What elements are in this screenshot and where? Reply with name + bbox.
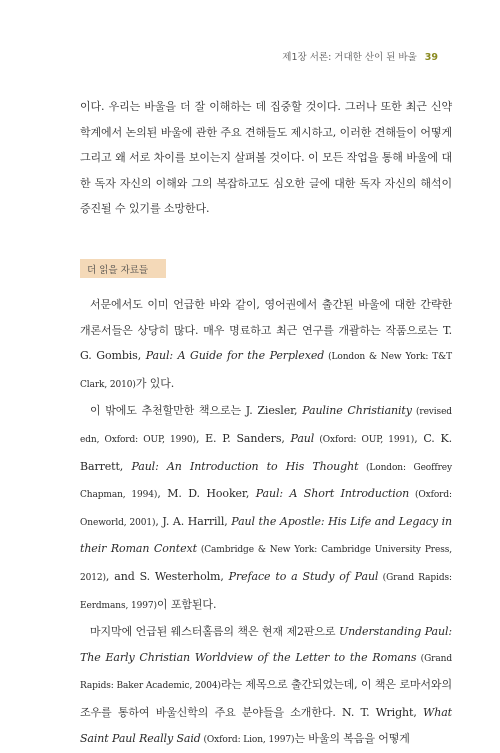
text-run: 라는 제목으로 출간되었는데, 이 책은 로마서와의 조우를 통하여 바울신학의 주요 분야들을 소개한다. N. T. Wright,: [80, 678, 452, 719]
text-run: , C. K. Barrett,: [80, 431, 452, 473]
publication-info: (Oxford: OUP, 1991): [314, 434, 415, 445]
book-title: Paul the Apostle: His Life and Legacy in their Roman Context: [80, 514, 452, 556]
reading-paragraph-2: [80, 398, 452, 619]
publication-info: (Grand Rapids: Eerdmans, 1997): [80, 572, 452, 611]
further-reading-section: [80, 292, 452, 753]
text-run: , J. A. Harrill,: [155, 514, 232, 528]
running-header: [282, 49, 438, 63]
text-run: , M. D. Hooker,: [157, 487, 256, 501]
publication-info: (London & New York: T&T Clark, 2010): [80, 352, 452, 390]
book-title: Understanding Paul: The Early Christian Worldview of the Letter to the Romans: [80, 625, 452, 664]
intro-paragraph: 이다. 우리는 바울을 더 잘 이해하는 데 집중할 것이다. 그러나 또한 최근 신약학계에서 논의된 바울에 관한 주요 견해들도 제시하고, 이러한 견해들이 어떻게 그리고 왜 서로 차이를 보이는지 살펴볼 것이다. 이 모든 작업을 통해 바울에 대한 독자 자신의 이해와 그의 복잡하고도 심오한 글에 대한 독자 자신의 해석이 증진될 수 있기를 소망한다.: [80, 100, 452, 216]
book-title: Paul: An Introduction to His Thought: [131, 459, 359, 473]
book-title: Paul: A Short Introduction: [255, 487, 410, 501]
publication-info: (Cambridge & New York: Cambridge University Press, 2012): [80, 545, 452, 583]
reading-paragraph-3: [80, 619, 452, 753]
book-title: Paul: [290, 431, 315, 445]
section-heading: 더 읽을 자료들: [87, 265, 149, 276]
section-heading-box: [80, 259, 166, 278]
publication-info: (Oxford: Lion, 1997): [200, 734, 295, 745]
text-run: 마지막에 언급된 웨스터홀름의 책은 현재 제2판으로: [90, 625, 339, 639]
publication-info: (London: Geoffrey Chapman, 1994): [80, 462, 452, 501]
publication-info: (Grand Rapids: Baker Academic, 2004): [80, 653, 452, 692]
text-run: 가 있다.: [135, 376, 175, 390]
book-title: Preface to a Study of Paul: [228, 569, 379, 583]
text-run: 이 포함된다.: [156, 597, 217, 611]
intro-section: [80, 94, 452, 222]
book-title: What Saint Paul Really Said: [80, 705, 452, 745]
book-title: Paul: A Guide for the Perplexed: [145, 349, 325, 363]
publication-info: (revised edn, Oxford: OUP, 1990): [80, 407, 452, 445]
text-run: 이 밖에도 추천할만한 책으로는 J. Ziesler,: [90, 404, 303, 418]
reading-paragraph-1: [80, 292, 452, 398]
publication-info: (Oxford: Oneworld, 2001): [80, 490, 452, 528]
book-title: Pauline Christianity: [302, 404, 412, 418]
text-run: 는 바울의 복음을 어떻게: [294, 731, 410, 745]
chapter-title: 제1장 서론: 거대한 산이 된 바울: [282, 52, 417, 63]
text-run: , E. P. Sanders,: [195, 431, 291, 445]
text-run: , and S. Westerholm,: [105, 569, 229, 583]
text-run: 서문에서도 이미 언급한 바와 같이, 영어권에서 출간된 바울에 대한 간략한 개론서들은 상당히 많다. 매우 명료하고 최근 연구를 개괄하는 작품으로는 T. G. Gombis,: [80, 298, 452, 363]
page-number: 39: [424, 52, 438, 63]
